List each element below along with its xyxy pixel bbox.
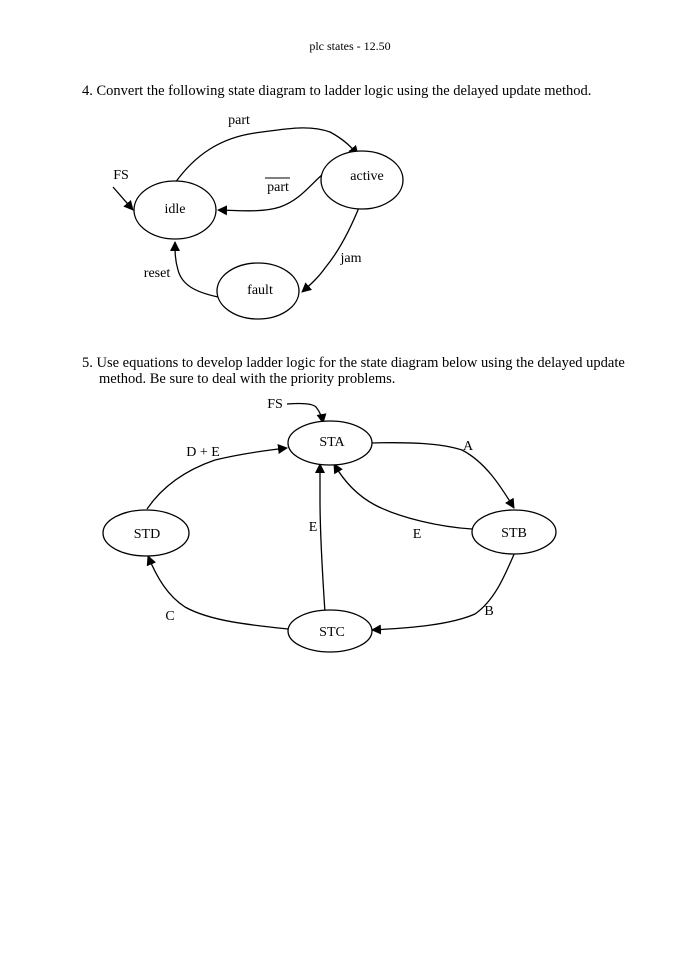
label-part: part xyxy=(228,113,250,128)
label-fs-q4: FS xyxy=(113,168,129,183)
label-reset: reset xyxy=(143,266,171,281)
label-jam: jam xyxy=(340,251,362,266)
edge-stc-to-sta-e xyxy=(320,464,325,613)
edge-stb-to-sta-e xyxy=(334,464,472,529)
state-stb-label: STB xyxy=(501,526,527,541)
label-c: C xyxy=(165,609,175,624)
label-not-part: part xyxy=(267,180,289,195)
state-std-label: STD xyxy=(133,527,161,542)
question-5-line-2: method. Be sure to deal with the priority problems. xyxy=(99,371,396,387)
label-fs-q5: FS xyxy=(267,397,283,412)
edge-fs-to-sta xyxy=(287,403,323,423)
state-active-label: active xyxy=(350,169,384,184)
page-header: plc states - 12.50 xyxy=(309,39,391,53)
label-b: B xyxy=(484,604,494,619)
state-stc-label: STC xyxy=(319,625,345,640)
edge-active-to-fault-jam xyxy=(302,205,360,292)
state-idle-label: idle xyxy=(164,202,186,217)
label-a: A xyxy=(462,439,474,454)
label-e-stc-sta: E xyxy=(308,520,318,535)
label-d-plus-e: D + E xyxy=(186,445,220,460)
question-4-text: 4. Convert the following state diagram to ladder logic using the delayed update method. xyxy=(82,83,592,99)
diagram-q4 xyxy=(113,113,403,319)
state-fault-label: fault xyxy=(247,283,273,298)
edge-sta-to-stb-a xyxy=(370,443,514,508)
state-sta-label: STA xyxy=(319,435,345,450)
edge-fs-to-idle xyxy=(113,187,133,210)
label-e-stb-sta: E xyxy=(412,527,422,542)
question-5-line-1: 5. Use equations to develop ladder logic for the state diagram below using the delayed update xyxy=(82,355,625,371)
edge-fault-to-idle-reset xyxy=(175,242,218,297)
diagram-q5 xyxy=(103,397,556,652)
